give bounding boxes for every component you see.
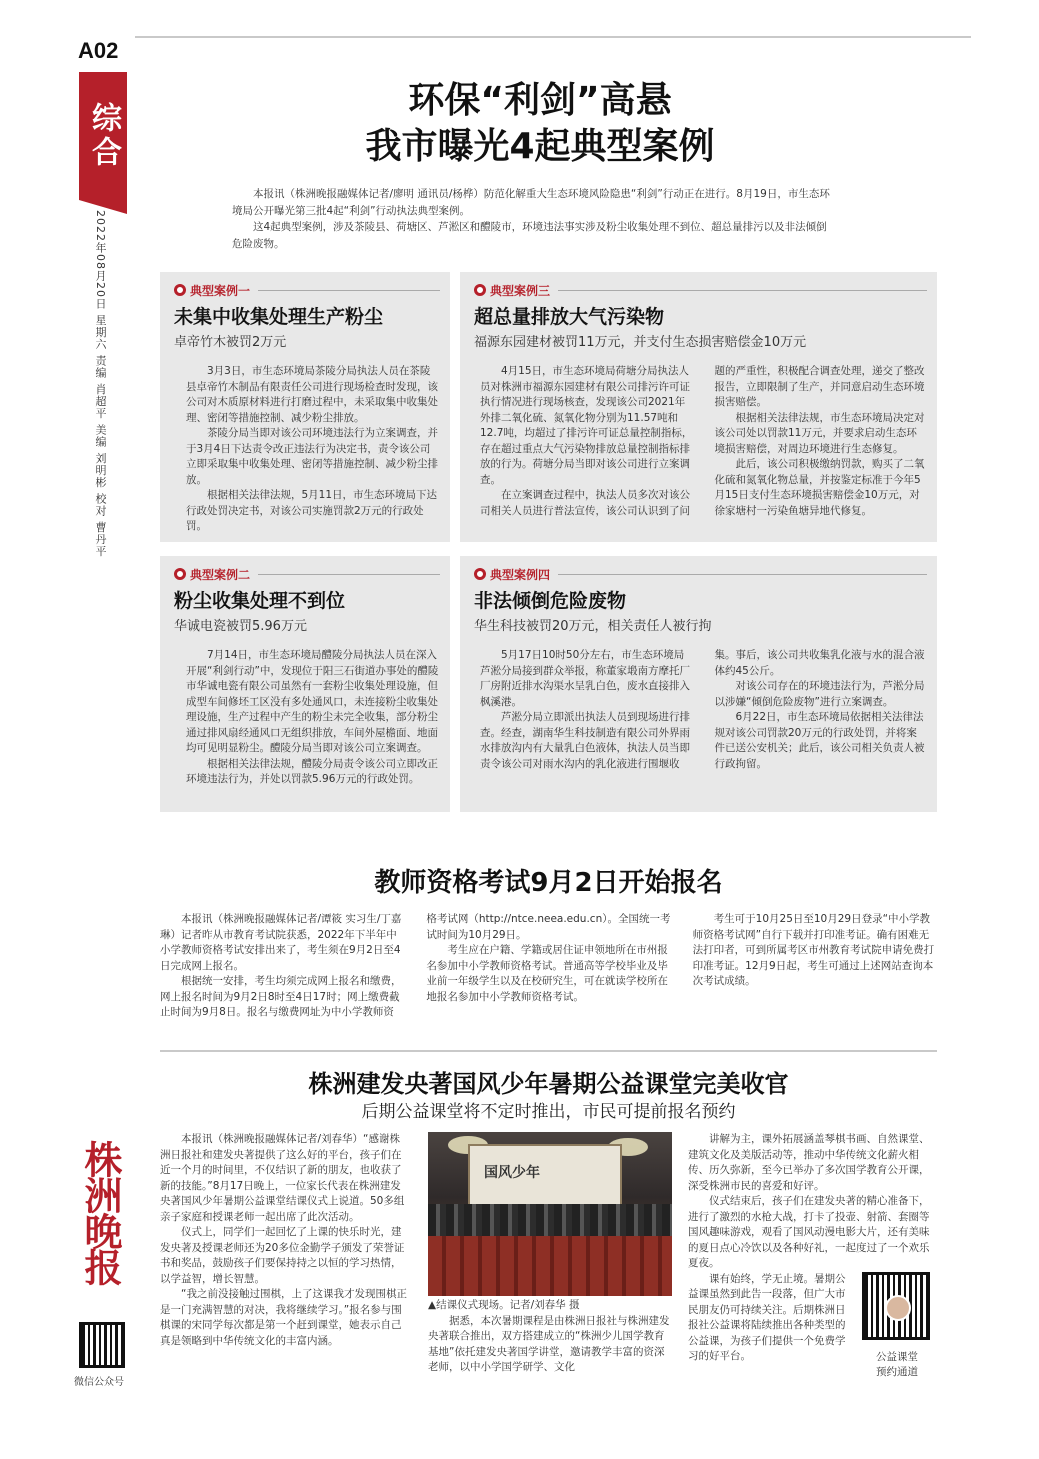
case-paragraph: 3月3日，市生态环境局茶陵分局执法人员在茶陵县卓帝竹木制品有限责任公司进行现场检查时发现，该公司对木质原材料进行打磨过程中，未采取集中收集处理、密闭等措施控制、减少粉尘排放。 [186,365,438,424]
case-tag [474,282,927,298]
case-body [174,364,440,535]
dateline: 2022年08月20日 星期六 责编 肖超平 美编 刘明彬 校对 曹丹平 [94,210,107,558]
article2-headline: 教师资格考试9月2日开始报名 [374,868,723,898]
case-tag [174,566,440,582]
qr-avatar [885,1295,911,1321]
case-subtitle: 华诚电瓷被罚5.96万元 [174,619,307,634]
audience [428,1204,672,1238]
article3-paragraph: 本报讯（株洲晚报融媒体记者/刘春华）“感谢株洲日报社和建发央著提供了这么好的平台，孩子们在近一个月的时间里，不仅结识了新的朋友，也收获了新的技能。”8月17日晚上，一位家长代表在株洲建发央著国风少年暑期公益课堂结课仪式上说道。50多组亲子家庭和授课老师一起出席了此次活动。 [160,1133,405,1223]
divider [558,290,927,291]
case-title: 超总量排放大气污染物 [474,306,665,328]
case-paragraph: 茶陵分局当即对该公司环境违法行为立案调查，并于3月4日下达责令改正违法行为决定书，责令该公司立即采取集中收集处理、密闭等措施控制、减少粉尘排放。 [186,427,438,486]
case-paragraph: 4月15日，市生态环境局荷塘分局执法人员对株洲市福源东园建材有限公司排污许可证执行情况进行现场核查，发现该公司2021年外排二氧化硫、氮氧化物分别为11.57吨和12.7吨，均超过了排污许可证总量控制指标，存在超过重点大气污染物排放总量控制指标排放的行为。荷塘分局当即对该公司进行立案调查。 [480,365,693,486]
article3-paragraph: 讲解为主，课外拓展涵盖琴棋书画、自然课堂、建筑文化及美版活动等，推动中华传统文化薪火相传、历久弥新，至今已举办了多次国学教育公开课，深受株洲市民的喜爱和好评。 [688,1133,930,1192]
section-tag: 综合 [79,72,127,200]
case-paragraph: 此后，该公司积极缴纳罚款，购买了二氧化硫和氮氧化物总量，并按鉴定标准于今年5月15日支付生态环境损害赔偿金10万元，对徐家塘村一污染鱼塘异地代修复。 [714,458,925,517]
case-subtitle: 福源东园建材被罚11万元，并支付生态损害赔偿金10万元 [474,335,807,350]
qr-caption-line: 预约通道 [876,1366,918,1378]
case-title: 粉尘收集处理不到位 [174,590,346,612]
case-box-4 [460,556,937,812]
case-bullet-icon [474,284,486,296]
section-divider [160,1050,937,1052]
case-tag-label: 典型案例一 [190,283,251,298]
article2-body [160,912,937,1021]
case-paragraph: 根据相关法律法规，醴陵分局责令该公司立即改正环境违法行为，并处以罚款5.96万元的行政处罚。 [186,757,438,785]
case-paragraph: 在立案调查过程中，执法人员多次对该公司相关人员进行普法宣传，该公司认识到了问题的严重性，积极配合调查处理，递交了整改报告，立即限制了生产，并同意启动生态环境损害赔偿。 [480,365,925,517]
headline-line-1: 环保“利剑”高悬 [408,80,672,121]
article3-column-1 [160,1132,410,1349]
main-intro [232,186,832,252]
case-title: 非法倾倒危险废物 [474,590,627,612]
newspaper-brand-logo: 株洲晚报 [78,1140,123,1284]
page-number: A02 [78,38,119,63]
case-tag-label: 典型案例三 [490,283,551,298]
intro-paragraph: 这4起典型案例，涉及茶陵县、荷塘区、芦淞区和醴陵市，环境违法事实涉及粉尘收集处理不到位、超总量排污以及非法倾倒危险废物。 [232,221,827,250]
red-chairs [428,1236,672,1296]
case-tag [474,566,927,582]
case-body [474,364,927,519]
photo-caption-block [428,1298,672,1376]
article3-paragraph: 据悉，本次暑期课程是由株洲日报社与株洲建发央著联合推出，双方搭建成立的“株洲少儿国学教育基地”依托建发央著国学讲堂，邀请教学丰富的资深老师，以中小学国学研学、文化 [428,1314,670,1373]
wechat-caption: 微信公众号 [74,1377,124,1388]
intro-paragraph: 本报讯（株洲晚报融媒体记者/廖明 通讯员/杨桦）防范化解重大生态环境风险隐患“利剑”行动正在进行。8月19日，市生态环境局公开曝光第三批4起“利剑”行动执法典型案例。 [232,188,830,217]
article2-paragraph: 考生应在户籍、学籍或居住证申领地所在市州报名参加中小学教师资格考试。普通高等学校毕业及毕业前一年级学生以及在校研究生，可在就读学校所在地报名参加中小学教师资格考试。 [426,944,668,1003]
qr-caption-line: 公益课堂 [876,1351,918,1363]
article3-paragraph: 仪式上，同学们一起回忆了上课的快乐时光，建发央著及授课老师还为20多位金勤学子颁发了荣誉证书和奖品，鼓励孩子们要保持持之以恒的学习热情，以学益智，增长智慧。 [160,1226,405,1285]
article2-paragraph: 根据统一安排，考生均须完成网上报名和缴费，网上报名时间为9月2日8时至4日17时；网上缴费截止时间为9月8日。报名与缴费网址为中小学教师资格考试网（http://ntce.neea.edu.cn）。全国统一考试时间为10月29日。 [160,913,671,1018]
divider [258,290,440,291]
article3-subheadline: 后期公益课堂将不定时推出，市民可提前报名预约 [361,1102,736,1122]
article3-headline: 株洲建发央著国风少年暑期公益课堂完美收官 [308,1070,789,1098]
case-tag-label: 典型案例四 [490,567,551,582]
divider [558,574,927,575]
photo-caption: ▲结课仪式现场。记者/刘春华 摄 [428,1299,580,1311]
case-paragraph: 5月17日10时50分左右，市生态环境局芦淞分局接到群众举报，称董家塅南方摩托厂厂房附近排水沟渠水呈乳白色，废水直接排入枫溪港。 [480,649,690,708]
article2-paragraph: 考生可于10月25日至10月29日登录“中小学教师资格考试网”自行下载并打印准考证。确有困难无法打印者，可到所属考区市州教育考试院申请免费打印准考证。12月9日起，考生可通过上述网站查询本次考试成绩。 [692,913,935,987]
divider [258,574,440,575]
event-photo [428,1132,672,1296]
case-bullet-icon [174,284,186,296]
article2-paragraph: 本报讯（株洲晚报融媒体记者/谭筱 实习生/丁嘉琳）记者昨从市教育考试院获悉，2022年下半年中小学教师资格考试安排出来了，考生须在9月2日至4日完成网上报名。 [160,913,402,972]
article3-paragraph: 课有始终，学无止境。暑期公益课虽然到此告一段落，但广大市民朋友仍可持续关注。后期株洲日报社公益课将陆续推出各种类型的公益课，为孩子们提供一个免费学习的好平台。 [688,1272,846,1362]
case-tag [174,282,440,298]
case-body [474,648,927,772]
case-box-1 [160,272,450,542]
stage-backdrop [468,1144,622,1208]
case-paragraph: 根据相关法律法规，5月11日，市生态环境局下达行政处罚决定书，对该公司实施罚款2万元的行政处罚。 [186,489,438,532]
stage-banner-text: 国风少年 [484,1165,540,1181]
article3-paragraph: “我之前没接触过围棋，上了这课我才发现围棋正是一门充满智慧的对决，我将继续学习。”报名参与围棋课的宋同学每次都是第一个赶到课堂，她表示自己真是领略到中华传统文化的丰富内涵。 [160,1288,407,1347]
top-rule [135,36,971,38]
case-bullet-icon [474,568,486,580]
case-body [174,648,440,788]
case-paragraph: 对该公司存在的环境违法行为，芦淞分局以涉嫌“倾倒危险废物”进行立案调查。 [714,680,925,708]
case-paragraph: 芦淞分局立即派出执法人员到现场进行排查。经查，湖南华生科技制造有限公司外界雨水排放沟内有大量乳白色液体，执法人员当即责令该公司对雨水沟内的乳化液进行围堰收集。事后，该公司共收集乳化液与水的混合液体约45公斤。 [480,649,925,770]
case-subtitle: 卓帝竹木被罚2万元 [174,335,287,350]
case-box-3 [460,272,937,542]
article3-paragraph: 仪式结束后，孩子们在建发央著的精心准备下，进行了激烈的水枪大战，打卡了投壶、射箭、套圈等国风趣味游戏，观看了国风动漫电影大片，还有美味的夏日点心冷饮以及各种好礼，一起度过了一个欢乐夏夜。 [688,1195,930,1269]
case-paragraph: 根据相关法律法规，市生态环境局决定对该公司处以罚款11万元，并要求启动生态环境损害赔偿，对周边环境进行生态修复。 [714,411,925,455]
case-subtitle: 华生科技被罚20万元，相关责任人被行拘 [474,619,712,634]
case-box-2 [160,556,450,812]
case-title: 未集中收集处理生产粉尘 [174,306,384,328]
case-bullet-icon [174,568,186,580]
main-headline [280,78,800,170]
wechat-qr-code[interactable] [79,1322,125,1368]
case-paragraph: 6月22日，市生态环境局依据相关法律法规对该公司罚款20万元的行政处罚，并将案件已送公安机关；此后，该公司相关负责人被行政拘留。 [714,711,925,770]
case-tag-label: 典型案例二 [190,567,251,582]
headline-line-2: 我市曝光4起典型案例 [365,126,715,167]
case-paragraph: 7月14日，市生态环境局醴陵分局执法人员在深入开展“利剑行动”中，发现位于阳三石街道办事处的醴陵市华诚电瓷有限公司虽然有一套粉尘收集处理设施，但成型车间修坯工区没有多处通风口，未连接粉尘收集处理设施，生产过程中产生的粉尘未完全收集，部分粉尘通过排风扇经通风口无组织排放，车间外屋檐面、地面均可见明显粉尘。醴陵分局当即对该公司立案调查。 [186,649,439,754]
booking-qr-caption [852,1350,942,1380]
